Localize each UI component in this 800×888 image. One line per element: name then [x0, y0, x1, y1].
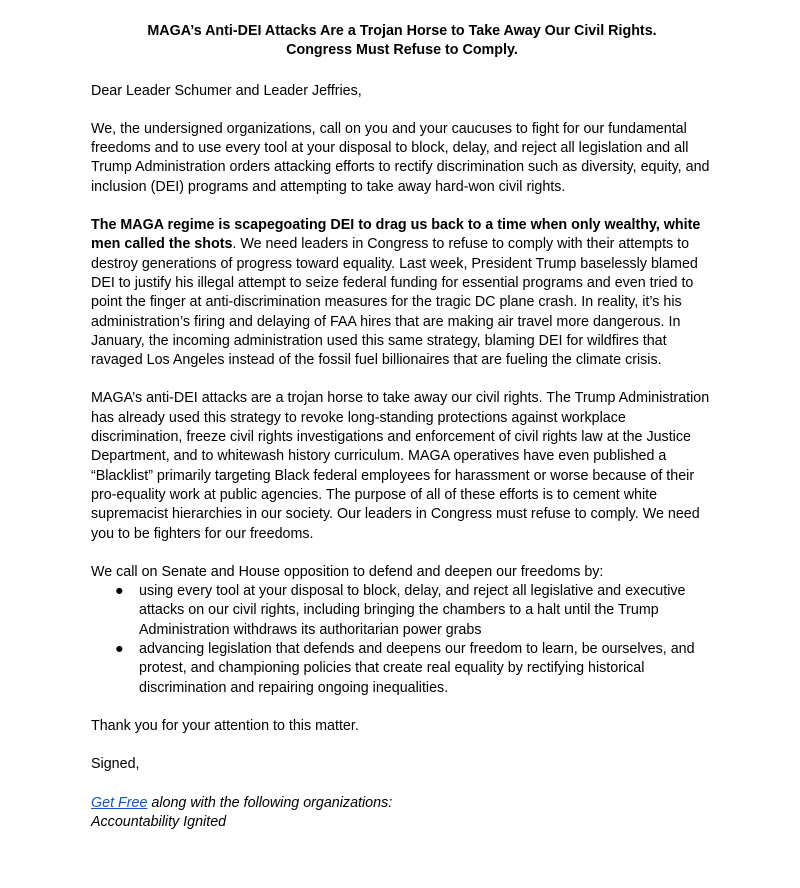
call-intro: We call on Senate and House opposition to defend and deepen our freedoms by:: [91, 563, 604, 580]
signatories-intro-text: along with the following organizations:: [147, 794, 393, 811]
salutation: Dear Leader Schumer and Leader Jeffries,: [91, 82, 362, 99]
bullet-icon: ●: [115, 641, 124, 658]
title-line-2: Congress Must Refuse to Comply.: [286, 42, 518, 59]
demands-list: [91, 582, 713, 698]
bullet-icon: ●: [115, 583, 124, 600]
thanks-line: Thank you for your attention to this matter.: [91, 717, 359, 734]
signatories-block: [91, 794, 713, 833]
signatories-intro: [91, 794, 713, 813]
letter-title: [91, 22, 713, 61]
organization-name: Accountability Ignited: [91, 813, 227, 830]
paragraph-scapegoating-bold: The MAGA regime is scapegoating DEI to drag us back to a time when only wealthy, white men called the shots: [91, 217, 701, 253]
letter-document: [91, 22, 713, 832]
list-item: [91, 582, 713, 640]
list-item-text: using every tool at your disposal to block, delay, and reject all legislative and executive attacks on our civil rights, including bringing the chambers to a halt until the Trump Administration withdraws its authoritarian power grabs: [139, 583, 686, 638]
list-item: [91, 640, 713, 698]
paragraph-scapegoating: [91, 216, 713, 370]
paragraph-trojan-horse: MAGA’s anti-DEI attacks are a trojan horse to take away our civil rights. The Trump Administration has already used this strategy to revoke long-standing protections against workplace discrimination, freeze civil rights investigations and enforcement of civil rights law at the Justice Department, and to whitewash history curriculum. MAGA operatives have even published a “Blacklist” primarily targeting Black federal employees for harassment or worse because of their pro-equality work at public agencies. The purpose of all of these efforts is to cement white supremacist hierarchies in our society. Our leaders in Congress must refuse to comply. We need you to be fighters for our freedoms.: [91, 390, 710, 542]
get-free-link[interactable]: Get Free: [91, 794, 148, 811]
signed-line: Signed,: [91, 756, 140, 773]
paragraph-scapegoating-rest: . We need leaders in Congress to refuse to comply with their attempts to destroy generations of progress toward equality. Last week, President Trump baselessly blamed DEI to justify his illegal attempt to seize federal funding for essential programs and even tried to point the finger at anti-discrimination measures for the tragic DC plane crash. In reality, it’s his administration’s firing and delaying of FAA hires that are making air travel more dangerous. In January, the incoming administration used this same strategy, blaming DEI for wildfires that ravaged Los Angeles instead of the fossil fuel billionaires that are fueling the climate crisis.: [91, 236, 698, 369]
list-item-text: advancing legislation that defends and deepens our freedom to learn, be ourselves, and protest, and championing policies that create real equality by rectifying historical discrimination and repairing ongoing inequalities.: [139, 641, 695, 696]
paragraph-intro: We, the undersigned organizations, call on you and your caucuses to fight for our fundamental freedoms and to use every tool at your disposal to block, delay, and reject all legislation and all Trump Administration orders attacking efforts to rectify discrimination such as diversity, equity, and inclusion (DEI) programs and attempting to take away hard-won civil rights.: [91, 120, 710, 195]
title-line-1: MAGA’s Anti-DEI Attacks Are a Trojan Horse to Take Away Our Civil Rights.: [147, 23, 657, 39]
